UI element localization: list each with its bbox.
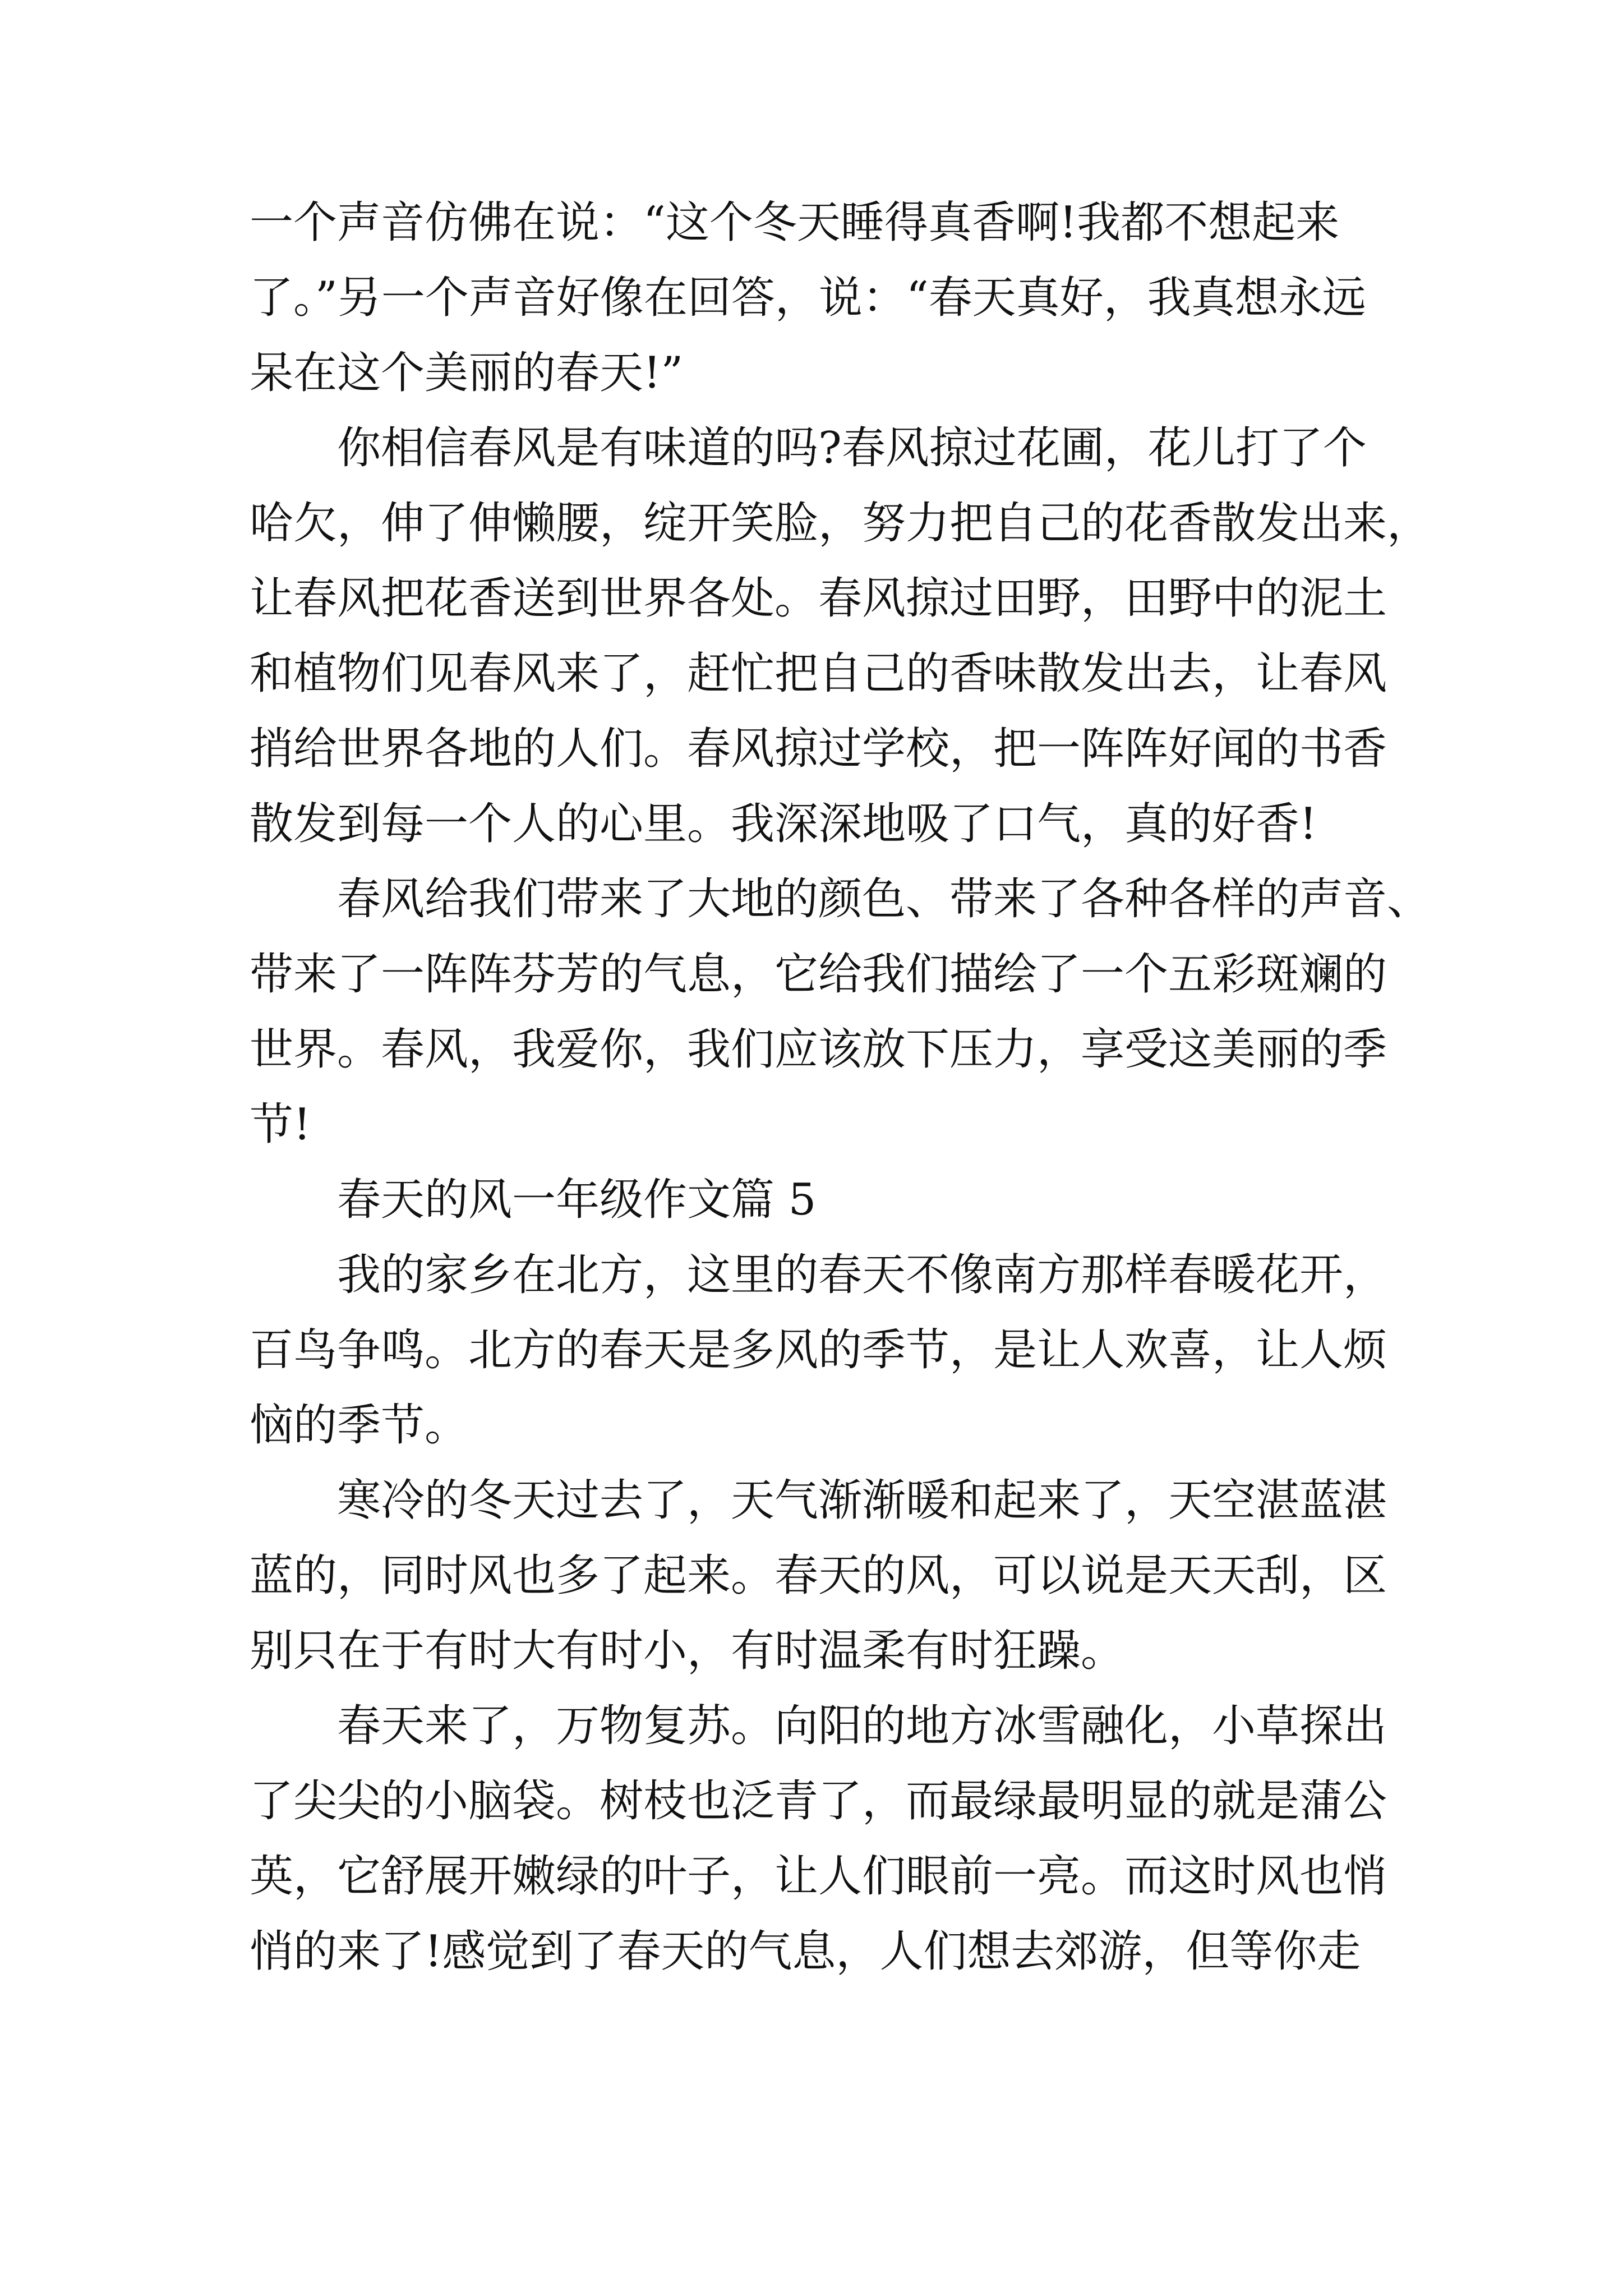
text-line: 带来了一阵阵芬芳的气息，它给我们描绘了一个五彩斑斓的 (250, 949, 1387, 1000)
text-line: 一个声音仿佛在说：“这个冬天睡得真香啊!我都不想起来 (250, 197, 1340, 248)
text-line: 寒冷的冬天过去了，天气渐渐暖和起来了，天空湛蓝湛 (337, 1475, 1387, 1526)
text-line: 我的家乡在北方，这里的春天不像南方那样春暖花开， (337, 1250, 1387, 1300)
text-line: 蓝的，同时风也多了起来。春天的风，可以说是天天刮，区 (250, 1550, 1387, 1601)
text-line: 英，它舒展开嫩绿的叶子，让人们眼前一亮。而这时风也悄 (250, 1851, 1387, 1902)
text-line: 节! (250, 1099, 311, 1150)
text-line: 悄的来了!感觉到了春天的气息，人们想去郊游，但等你走 (250, 1926, 1361, 1977)
text-line: 哈欠，伸了伸懒腰，绽开笑脸，努力把自己的花香散发出来， (250, 498, 1431, 549)
section-heading: 春天的风一年级作文篇 5 (337, 1175, 817, 1225)
text-line: 了。”另一个声音好像在回答，说：“春天真好，我真想永远 (250, 273, 1366, 323)
text-line: 和植物们见春风来了，赶忙把自己的香味散发出去，让春风 (250, 648, 1387, 699)
text-line: 春天来了，万物复苏。向阳的地方冰雪融化，小草探出 (337, 1701, 1387, 1751)
text-line: 散发到每一个人的心里。我深深地吸了口气，真的好香! (250, 799, 1317, 849)
text-line: 恼的季节。 (250, 1400, 469, 1451)
text-line: 捎给世界各地的人们。春风掠过学校，把一阵阵好闻的书香 (250, 724, 1387, 774)
text-line: 别只在于有时大有时小，有时温柔有时狂躁。 (250, 1626, 1125, 1676)
document-body (250, 185, 1431, 1989)
text-line: 了尖尖的小脑袋。树枝也泛青了，而最绿最明显的就是蒲公 (250, 1776, 1387, 1826)
text-line: 让春风把花香送到世界各处。春风掠过田野，田野中的泥土 (250, 573, 1387, 624)
text-line: 世界。春风，我爱你，我们应该放下压力，享受这美丽的季 (250, 1024, 1387, 1075)
text-line: 你相信春风是有味道的吗?春风掠过花圃，花儿打了个 (337, 423, 1367, 473)
text-line: 春风给我们带来了大地的颜色、带来了各种各样的声音、 (337, 874, 1431, 924)
text-line: 呆在这个美丽的春天!” (250, 348, 684, 398)
text-line: 百鸟争鸣。北方的春天是多风的季节，是让人欢喜，让人烦 (250, 1325, 1387, 1375)
